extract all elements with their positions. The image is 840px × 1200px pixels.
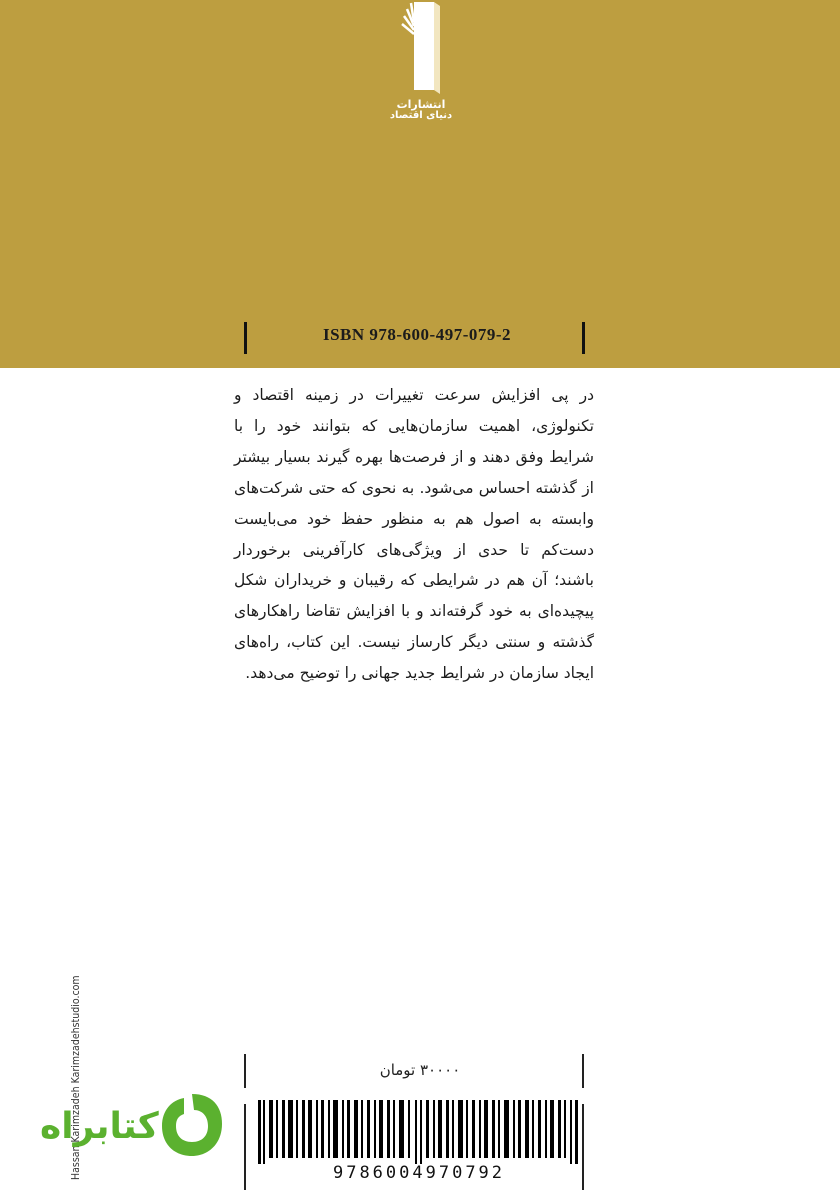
publisher-logo <box>378 0 464 120</box>
price-left-bracket <box>244 1054 246 1088</box>
publisher-name-line1: انتشارات <box>396 98 446 111</box>
isbn-left-bracket <box>244 322 247 354</box>
barcode-number: 9786004970792 <box>332 1163 506 1183</box>
barcode-left-bracket <box>244 1104 246 1190</box>
publisher-name-line2: دنیای اقتصاد <box>389 110 453 121</box>
barcode <box>252 1100 586 1164</box>
price-label: ۳۰۰۰۰ تومان <box>379 1061 461 1079</box>
designer-credit: Hassan Karimzadeh Karimzadehstudio.com <box>70 975 82 1180</box>
book-icon <box>400 0 442 95</box>
ketabrah-wordmark: کتابراه <box>40 1106 159 1147</box>
isbn-right-bracket <box>582 322 585 354</box>
isbn-text: ISBN 978-600-497-079-2 <box>322 325 512 344</box>
ketabrah-logo <box>40 1092 224 1162</box>
cover-top-band <box>0 0 840 368</box>
price-right-bracket <box>582 1054 584 1088</box>
back-cover-blurb <box>234 380 594 689</box>
blurb-text: در پی افزایش سرعت تغییرات در زمینه اقتصاد و تکنولوژی، اهمیت سازمان‌هایی که بتوانند خود را با شرایط وفق دهند و از فرصت‌ها بهره گیرند بسیار بیشتر از گذشته احساس می‌شود. به نحوی که حتی شرکت‌های وابسته به اصول هم به منظور حفظ خود می‌بایست دست‌کم تا حدی از ویژگی‌های کارآفرینی برخوردار باشند؛ آن هم در شرایطی که رقیبان و خریداران شکل پیچیده‌ای به خود گرفته‌اند و با افزایش تقاضا راهکارهای گذشته و سنتی دیگر کارساز نیست. این کتاب، راه‌های ایجاد سازمان در شرایط جدید جهانی را توضیح می‌دهد. <box>234 386 594 683</box>
ketabrah-bookmark-icon <box>160 1092 224 1158</box>
